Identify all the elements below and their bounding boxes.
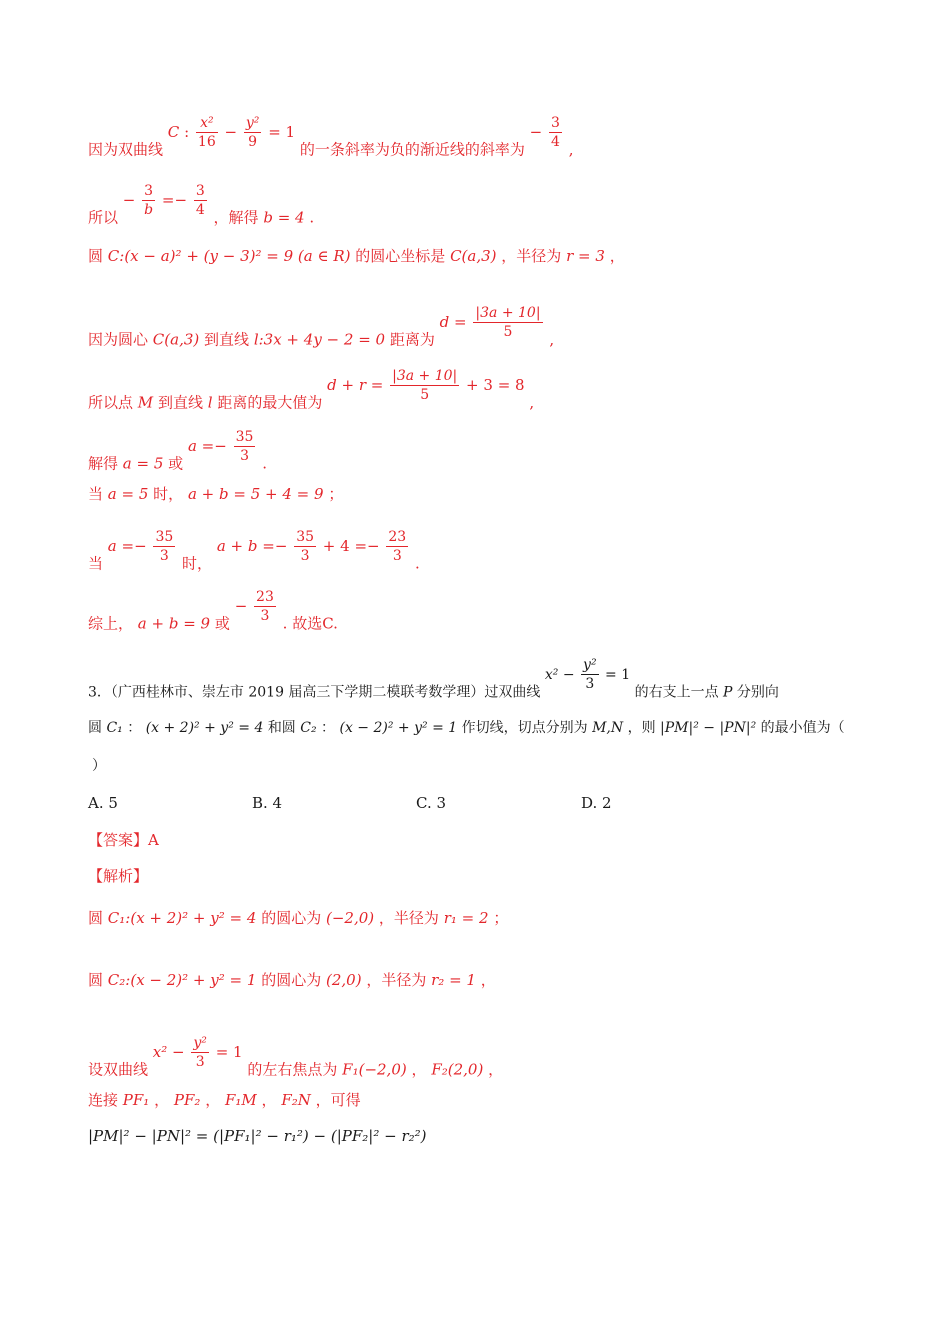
- analysis-label: 【解析】: [88, 867, 149, 885]
- solution2-line-2: 圆 C₂:(x − 2)² + y² = 1 的圆心为 (2,0) ，半径为 r₂ = 1 ，: [88, 971, 496, 989]
- fraction: $\frac{3}{4}$: [551, 115, 560, 150]
- option-a[interactable]: A. 5: [88, 794, 118, 812]
- fraction: $\frac{|3a + 10|}{5}$: [392, 368, 458, 403]
- solution2-line-1: 圆 C₁:(x + 2)² + y² = 4 的圆心为 (−2,0) ，半径为 r₁ = 2 ；: [88, 909, 509, 927]
- fraction: $\frac{23}{3}$: [388, 529, 407, 564]
- question-text: 3．（广西桂林市、崇左市 2019 届高三下学期二模联考数学理）过双曲线: [88, 684, 541, 701]
- question-3-line-3: ）: [92, 758, 106, 774]
- solution-line-6: 解得 a = 5 或 a =− $\frac{35}{3}$ .: [88, 429, 267, 473]
- text: 的一条斜率为负的渐近线的斜率为: [299, 140, 525, 159]
- solution-line-7: 当 a = 5 时， a + b = 5 + 4 = 9 ；: [88, 485, 344, 503]
- option-d[interactable]: D. 2: [581, 794, 612, 812]
- text: 所以: [88, 208, 119, 227]
- answer-label: 【答案】A: [88, 831, 159, 849]
- fraction: $\frac{\text{y²}}{3}$: [193, 1035, 207, 1070]
- solution-line-4: 因为圆心 C(a,3) 到直线 l:3x + 4y − 2 = 0 距离为 d = $\frac{|3a + 10|}{5}$ ,: [88, 305, 555, 349]
- text: 因为双曲线: [88, 140, 164, 159]
- fraction: $\frac{35}{3}$: [155, 529, 174, 564]
- math: C: [167, 122, 180, 141]
- solution-line-3: 圆 C:(x − a)² + (y − 3)² = 9 (a ∈ R) 的圆心坐标是 C(a,3) ，半径为 r = 3 ，: [88, 247, 625, 265]
- solution2-line-4: 连接 PF₁ ， PF₂ ， F₁M ， F₂N ，可得: [88, 1091, 361, 1109]
- fraction: $\frac{\text{y²}}{9}$: [245, 115, 260, 150]
- option-b[interactable]: B. 4: [252, 794, 283, 812]
- solution-line-5: 所以点 M 到直线 l 距离的最大值为 d + r = $\frac{|3a + 10|}{5}$ + 3 = 8 ,: [88, 368, 535, 412]
- fraction: $\frac{3}{b}$: [144, 183, 154, 218]
- solution2-line-3: 设双曲线 x² − $\frac{\text{y²}}{3}$ = 1 的左右焦点为 F₁(−2,0) ， F₂(2,0) ，: [88, 1035, 504, 1079]
- text: 圆: [88, 247, 104, 265]
- fraction: $\frac{3}{4}$: [195, 183, 205, 218]
- fraction: $\frac{\text{y²}}{3}$: [583, 657, 597, 692]
- solution-line-1: 因为双曲线 C : $\frac{\text{x²}}{16}$ − $\frac{\text{y²}}{9}$ = 1 的一条斜率为负的渐近线的斜率为 − $\frac{3}{4}$ ,: [88, 115, 574, 159]
- solution-line-9: 综上， a + b = 9 或 − $\frac{23}{3}$ . 故选C.: [88, 589, 338, 633]
- fraction: $\frac{|3a + 10|}{5}$: [475, 305, 541, 340]
- question-3-line-1: 3．（广西桂林市、崇左市 2019 届高三下学期二模联考数学理）过双曲线 x² − $\frac{\text{y²}}{3}$ = 1 的右支上一点 P 分别向: [88, 657, 779, 701]
- fraction: $\frac{35}{3}$: [235, 429, 254, 464]
- solution-line-2: 所以 − $\frac{3}{b}$ =− $\frac{3}{4}$ ，解得 b = 4 .: [88, 183, 315, 227]
- fraction: $\frac{\text{x²}}{16}$: [197, 115, 216, 150]
- solution-line-8: 当 a =− $\frac{35}{3}$ 时， a + b =− $\frac{35}{3}$ + 4 =− $\frac{23}{3}$ .: [88, 529, 420, 573]
- question-3-line-2: 圆 C₁ ： (x + 2)² + y² = 4 和圆 C₂ ： (x − 2)² + y² = 1 作切线，切点分别为 M,N ，则 |PM|² − |PN|² 的最小值为（: [88, 720, 845, 736]
- math: C:(x − a)² + (y − 3)² = 9 (a ∈ R): [107, 247, 351, 265]
- fraction: $\frac{35}{3}$: [296, 529, 315, 564]
- option-c[interactable]: C. 3: [416, 794, 447, 812]
- fraction: $\frac{23}{3}$: [256, 589, 274, 624]
- solution2-line-5: |PM|² − |PN|² = (|PF₁|² − r₁²) − (|PF₂|² − r₂²): [88, 1127, 427, 1145]
